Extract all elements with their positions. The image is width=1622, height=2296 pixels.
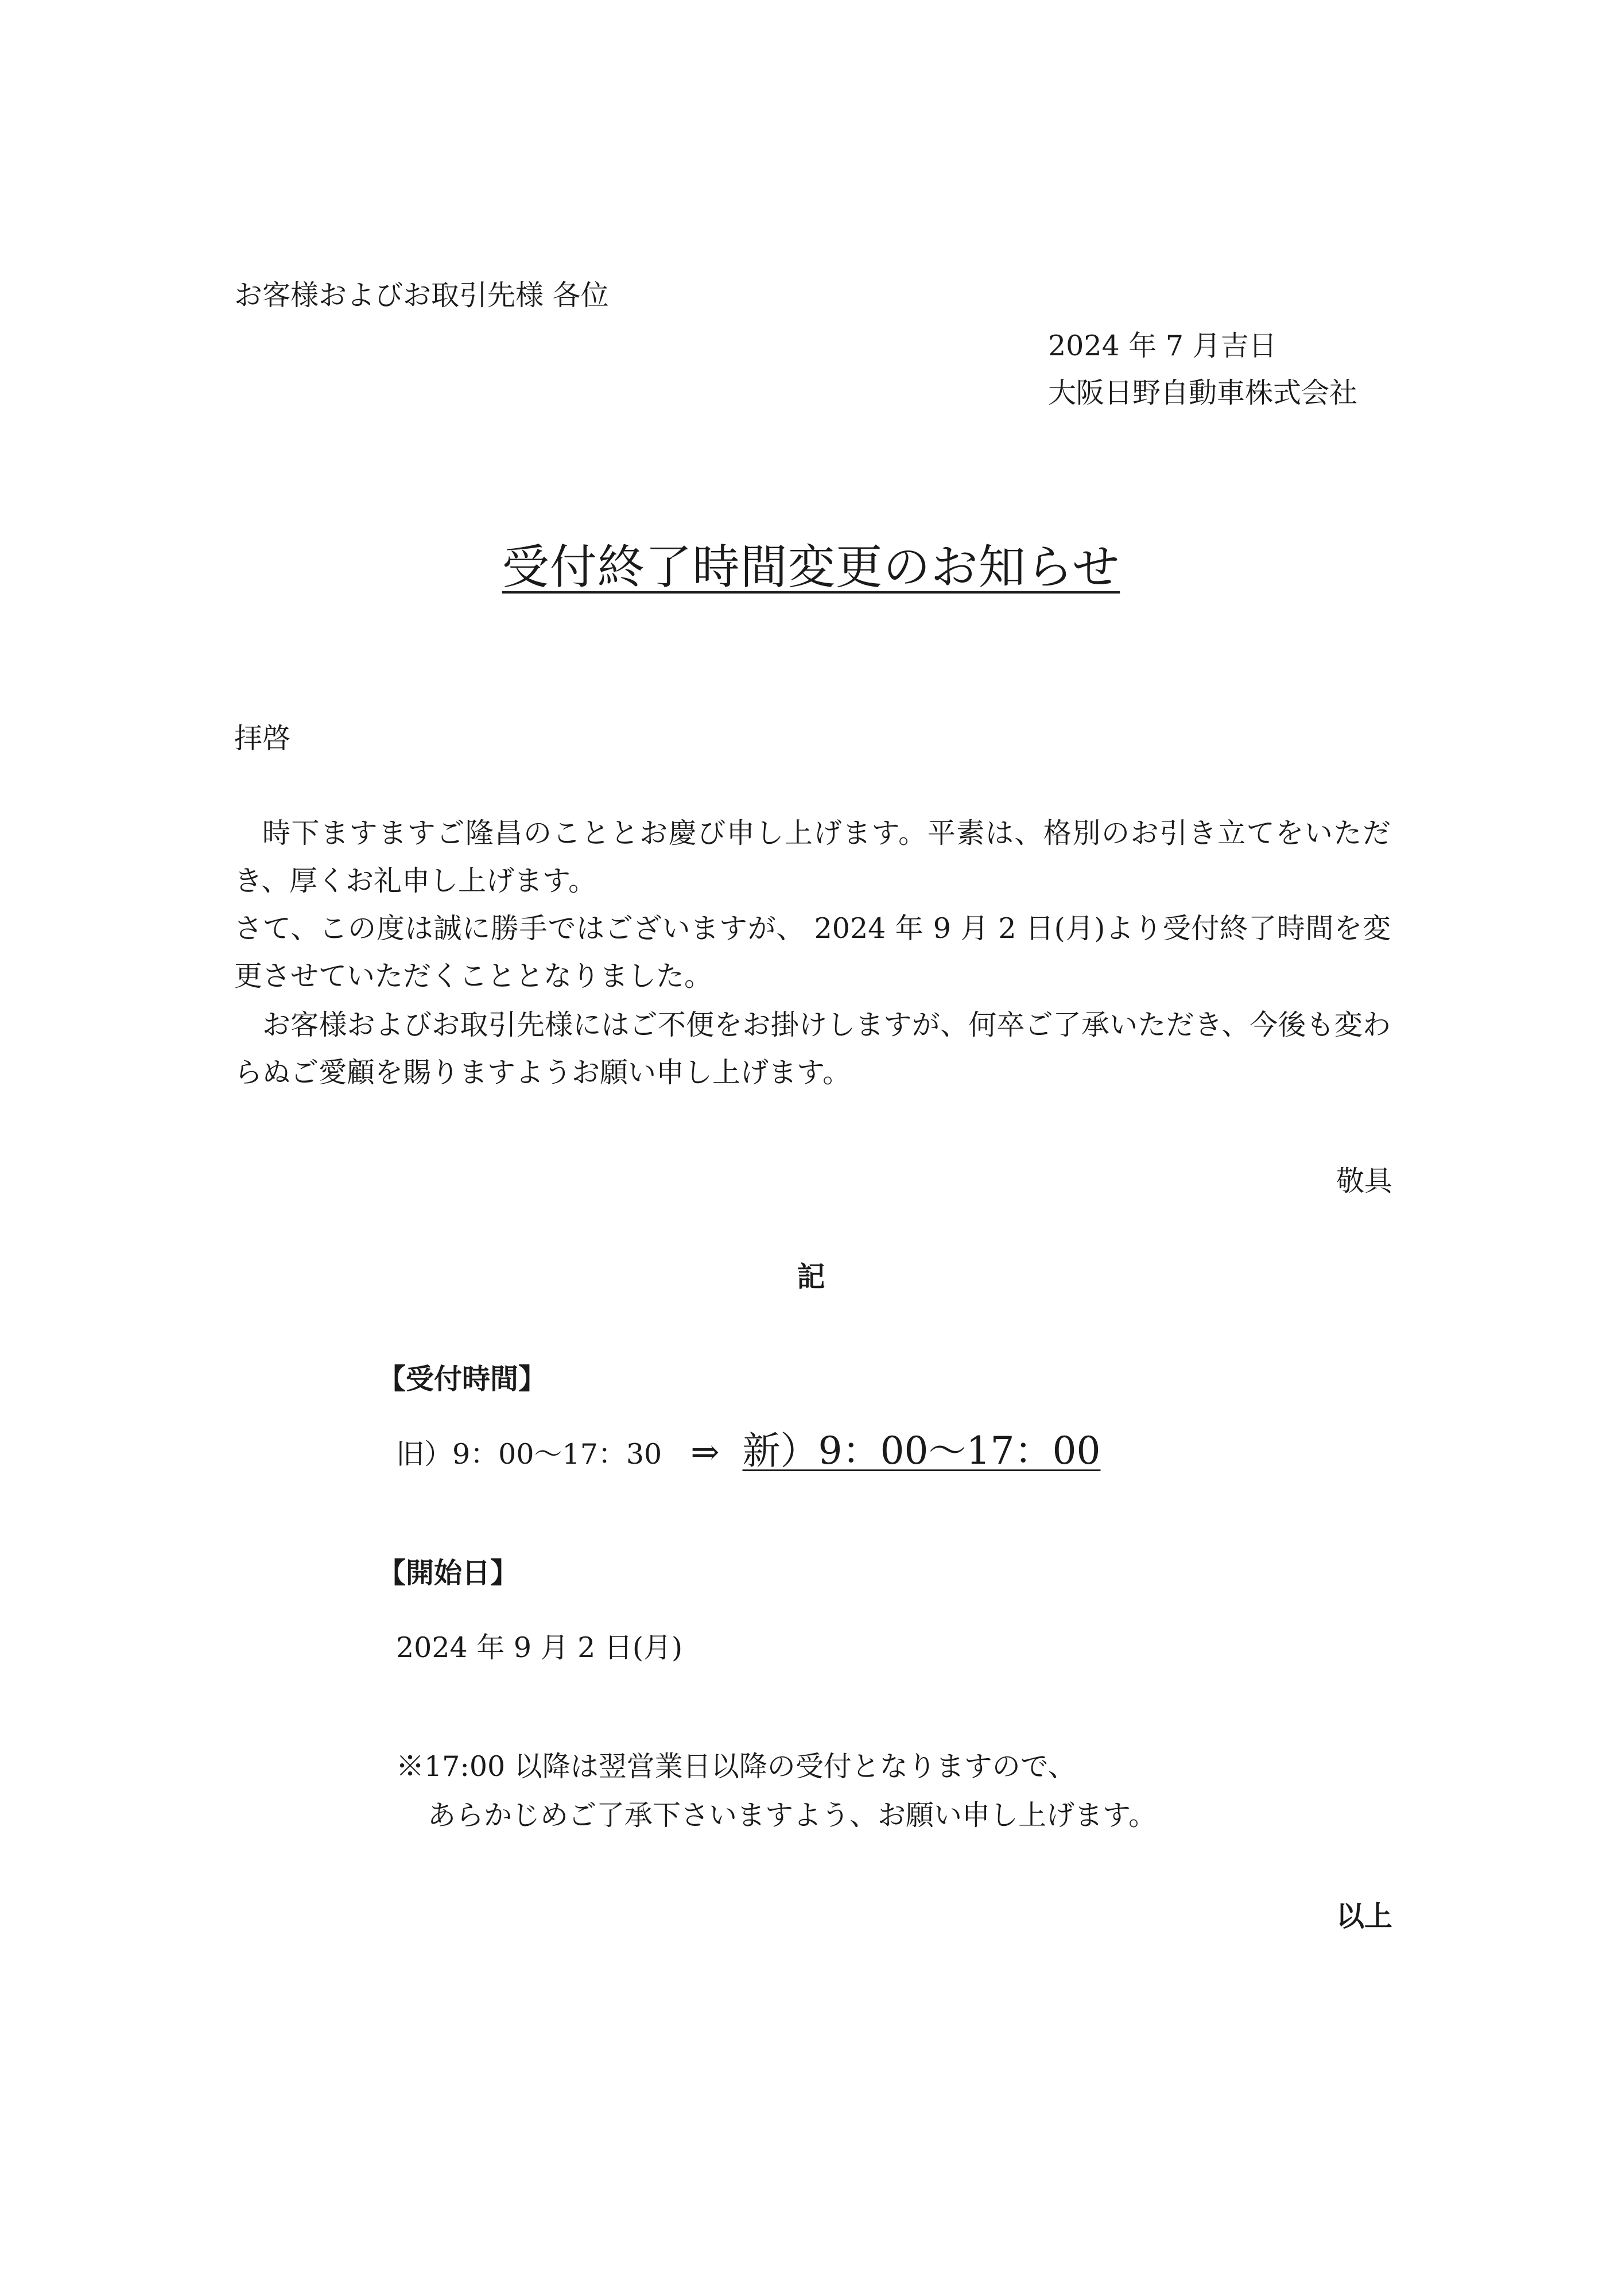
details-marker: 記 (797, 1261, 825, 1293)
start-date: 2024 年 9 月 2 日(月) (396, 1631, 683, 1664)
closing-salutation: 敬具 (1336, 1165, 1392, 1197)
company-name: 大阪日野自動車株式会社 (1048, 377, 1358, 409)
reception-time-heading: 【受付時間】 (378, 1363, 547, 1395)
greeting-paragraph: 時下ますますご隆昌のこととお慶び申し上げます。平素は、格別のお引き立てをいただき、厚くお礼申し上げます。 (234, 817, 1391, 897)
start-date-heading: 【開始日】 (378, 1557, 519, 1589)
request-paragraph: お客様およびお取引先様にはご不便をお掛けしますが、何卒ご了承いただき、今後も変わらぬご愛顧を賜りますようお願い申し上げます。 (234, 1009, 1391, 1089)
notice-title-text: 受付終了時間変更のお知らせ (502, 540, 1120, 595)
end-marker: 以上 (1336, 1900, 1392, 1933)
note-line-1: ※17:00 以降は翌営業日以降の受付となりますので、 (396, 1750, 1076, 1783)
opening-salutation: 拝啓 (234, 722, 291, 755)
addressee: お客様およびお取引先様 各位 (234, 279, 609, 312)
notice-title (0, 540, 1622, 595)
announcement-paragraph: さて、この度は誠に勝手ではございますが、 2024 年 9 月 2 日(月)より受付終了時間を変更させていただくこととなりました。 (234, 912, 1391, 992)
old-reception-time: 旧）9：00～17：30 (396, 1438, 662, 1471)
issue-date: 2024 年 7 月吉日 (1048, 329, 1277, 362)
right-arrow-icon: ⇒ (690, 1432, 720, 1472)
time-change-row (396, 1429, 1101, 1473)
note-line-2: あらかじめご了承下さいますよう、お願い申し上げます。 (428, 1799, 1157, 1832)
new-reception-time: 新）9：00～17：00 (742, 1429, 1101, 1473)
